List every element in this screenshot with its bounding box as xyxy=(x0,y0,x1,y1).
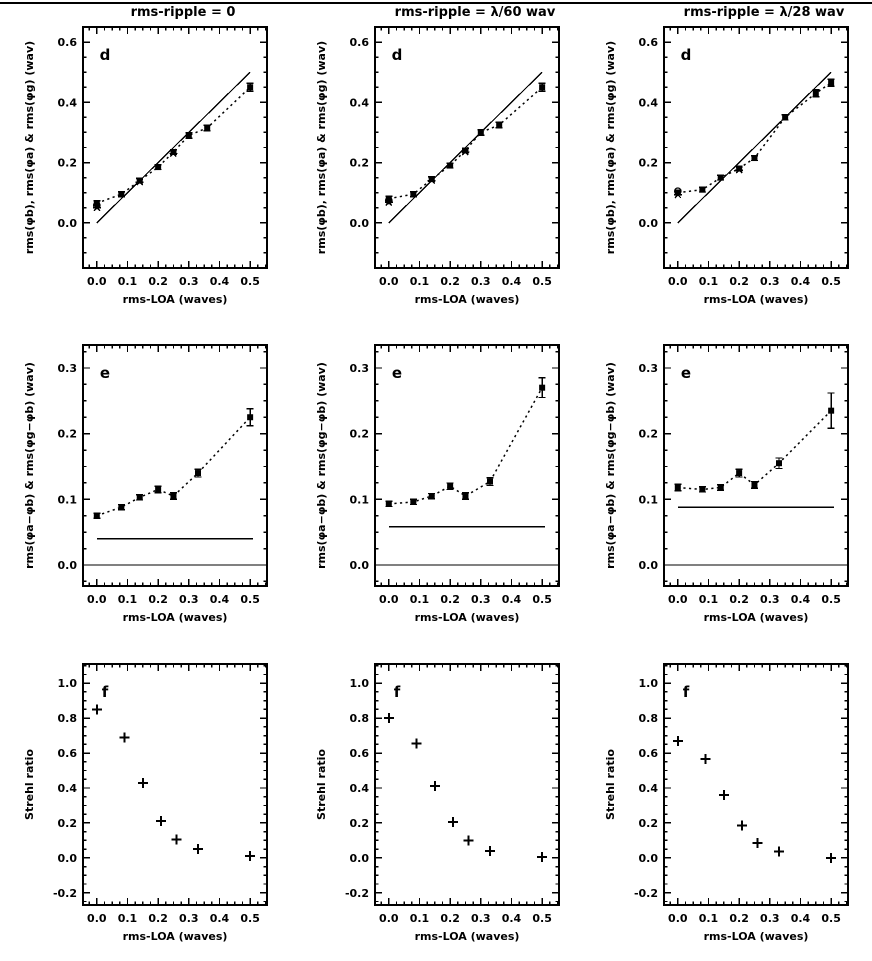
x-tick-label: 0.4 xyxy=(501,593,522,606)
y-tick-label: 0.6 xyxy=(349,747,369,761)
square-marker xyxy=(170,493,176,499)
square-marker xyxy=(776,460,782,466)
x-axis-label: rms-LOA (waves) xyxy=(414,930,520,943)
series-strehl xyxy=(92,704,255,861)
plus-marker xyxy=(673,736,683,746)
square-marker xyxy=(718,484,724,490)
y-tick-label: 0.4 xyxy=(349,781,369,795)
square-marker xyxy=(118,191,124,197)
y-tick-label: 0.2 xyxy=(349,427,369,441)
y-tick-label: 0.8 xyxy=(57,712,77,726)
plus-marker xyxy=(700,754,710,764)
y-axis-label: Strehl ratio xyxy=(23,749,36,820)
x-tick-label: 0.1 xyxy=(117,275,138,288)
x-tick-label: 0.2 xyxy=(729,275,749,288)
square-marker xyxy=(186,132,192,138)
plus-marker xyxy=(172,835,182,845)
square-marker xyxy=(539,84,545,90)
x-tick-label: 0.4 xyxy=(790,912,811,925)
x-tick-label: 0.5 xyxy=(821,912,841,925)
x-axis-label: rms-LOA (waves) xyxy=(122,293,228,306)
y-axis-label: rms(φb), rms(φa) & rms(φg) (wav) xyxy=(315,40,328,255)
square-marker xyxy=(751,155,757,161)
x-tick-label: 0.0 xyxy=(87,912,107,925)
y-tick-label: 0.2 xyxy=(638,156,658,170)
series-rms-phi-a xyxy=(674,79,834,196)
y-axis-label: rms(φb), rms(φa) & rms(φg) (wav) xyxy=(23,40,36,255)
x-axis-label: rms-LOA (waves) xyxy=(122,611,228,624)
square-marker xyxy=(410,191,416,197)
x-tick-label: 0.3 xyxy=(471,275,491,288)
x-tick-label: 0.2 xyxy=(440,275,460,288)
x-tick-label: 0.4 xyxy=(501,275,522,288)
x-axis-label: rms-LOA (waves) xyxy=(703,293,809,306)
x-tick-label: 0.5 xyxy=(821,593,841,606)
plus-marker xyxy=(826,853,836,863)
y-tick-label: 0.4 xyxy=(57,96,77,110)
y-tick-label: 0.0 xyxy=(57,558,77,572)
y-axis-label: rms(φa−φb) & rms(φg−φb) (wav) xyxy=(23,362,36,569)
x-axis-label: rms-LOA (waves) xyxy=(703,930,809,943)
plus-marker xyxy=(448,817,458,827)
y-axis-label: rms(φa−φb) & rms(φg−φb) (wav) xyxy=(315,362,328,569)
y-tick-label: 0.2 xyxy=(638,427,658,441)
y-tick-label: 0.2 xyxy=(638,816,658,830)
plus-marker xyxy=(411,738,421,748)
x-axis-label: rms-LOA (waves) xyxy=(122,930,228,943)
x-tick-label: 0.2 xyxy=(729,912,749,925)
y-tick-label: 0.2 xyxy=(57,427,77,441)
x-tick-label: 0.0 xyxy=(668,593,688,606)
y-tick-label: 0.3 xyxy=(57,361,77,375)
dotted-line xyxy=(389,388,542,504)
axes-box xyxy=(664,27,848,268)
panel-f-r2c0 xyxy=(23,664,267,943)
panel-d-r0c1 xyxy=(315,5,559,306)
axis-ticks xyxy=(83,27,267,268)
series-residual xyxy=(93,409,253,519)
plus-marker xyxy=(537,852,547,862)
x-tick-label: 0.4 xyxy=(209,275,230,288)
series-rms-phi-g xyxy=(385,149,470,205)
square-marker xyxy=(478,129,484,135)
x-tick-label: 0.3 xyxy=(179,275,199,288)
y-tick-label: 0.0 xyxy=(638,558,658,572)
y-tick-label: 0.0 xyxy=(638,216,658,230)
square-marker xyxy=(155,486,161,492)
dotted-line xyxy=(389,87,542,198)
x-tick-label: 0.5 xyxy=(532,912,552,925)
x-tick-label: 0.0 xyxy=(668,912,688,925)
plus-marker xyxy=(92,704,102,714)
x-tick-label: 0.3 xyxy=(471,912,491,925)
x-tick-label: 0.5 xyxy=(532,275,552,288)
square-marker xyxy=(447,163,453,169)
y-tick-label: -0.2 xyxy=(633,886,658,900)
square-marker xyxy=(813,90,819,96)
series-strehl xyxy=(384,713,547,862)
square-marker xyxy=(247,414,253,420)
y-tick-label: 0.2 xyxy=(57,816,77,830)
x-tick-label: 0.4 xyxy=(209,912,230,925)
square-marker xyxy=(155,164,161,170)
panel-letter: d xyxy=(680,46,692,64)
square-marker xyxy=(699,187,705,193)
axes-box xyxy=(83,345,267,586)
square-marker xyxy=(195,470,201,476)
x-tick-label: 0.0 xyxy=(668,275,688,288)
y-tick-label: 0.4 xyxy=(349,96,369,110)
square-marker xyxy=(118,504,124,510)
panel-e-r1c2 xyxy=(604,345,848,624)
dotted-line xyxy=(678,83,831,193)
square-marker xyxy=(782,114,788,120)
x-tick-label: 0.0 xyxy=(379,275,399,288)
x-tick-label: 0.4 xyxy=(790,593,811,606)
x-tick-label: 0.5 xyxy=(240,912,260,925)
x-tick-label: 0.0 xyxy=(87,593,107,606)
square-marker xyxy=(828,80,834,86)
y-tick-label: 0.6 xyxy=(57,36,77,50)
plus-marker xyxy=(384,713,394,723)
y-tick-label: 0.0 xyxy=(349,216,369,230)
square-marker xyxy=(751,482,757,488)
x-axis-label: rms-LOA (waves) xyxy=(414,293,520,306)
plus-marker xyxy=(719,790,729,800)
dotted-line xyxy=(97,87,250,203)
x-tick-label: 0.0 xyxy=(379,912,399,925)
y-tick-label: 0.6 xyxy=(349,36,369,50)
x-tick-label: 0.1 xyxy=(698,912,719,925)
axes-box xyxy=(375,664,559,905)
panel-letter: e xyxy=(391,364,403,382)
y-tick-label: 0.1 xyxy=(638,493,658,507)
plus-marker xyxy=(193,844,203,854)
series-residual xyxy=(385,378,545,507)
dotted-line xyxy=(678,411,831,490)
solid-line xyxy=(678,72,831,223)
panel-letter: d xyxy=(391,46,403,64)
x-tick-label: 0.1 xyxy=(117,593,138,606)
panel-d-r0c0 xyxy=(23,5,267,306)
x-tick-label: 0.5 xyxy=(532,593,552,606)
y-tick-label: -0.2 xyxy=(344,886,369,900)
square-marker xyxy=(828,408,834,414)
plus-marker xyxy=(245,851,255,861)
y-tick-label: 0.6 xyxy=(638,747,658,761)
plus-marker xyxy=(737,821,747,831)
axes-box xyxy=(83,27,267,268)
y-tick-label: 0.8 xyxy=(638,712,658,726)
series-rms-phi-g xyxy=(93,151,178,211)
y-tick-label: 0.0 xyxy=(57,216,77,230)
x-tick-label: 0.2 xyxy=(440,593,460,606)
x-tick-label: 0.3 xyxy=(760,912,780,925)
panel-f-r2c1 xyxy=(315,664,559,943)
square-marker xyxy=(675,484,681,490)
plus-marker xyxy=(464,835,474,845)
y-tick-label: -0.2 xyxy=(52,886,77,900)
x-tick-label: 0.4 xyxy=(790,275,811,288)
plus-marker xyxy=(753,838,763,848)
panel-letter: d xyxy=(99,46,111,64)
panel-d-r0c2 xyxy=(604,5,848,306)
panel-title: rms-ripple = 0 xyxy=(130,5,236,20)
plus-marker xyxy=(119,732,129,742)
x-tick-label: 0.0 xyxy=(379,593,399,606)
x-tick-label: 0.3 xyxy=(471,593,491,606)
square-marker xyxy=(137,494,143,500)
panel-letter: e xyxy=(680,364,692,382)
series-residual xyxy=(674,393,834,493)
x-tick-label: 0.1 xyxy=(409,912,430,925)
plus-marker xyxy=(156,816,166,826)
y-tick-label: 0.4 xyxy=(638,781,658,795)
y-tick-label: 0.4 xyxy=(638,96,658,110)
x-tick-label: 0.4 xyxy=(501,912,522,925)
axes-box xyxy=(83,664,267,905)
solid-line xyxy=(97,72,250,223)
y-tick-label: 0.2 xyxy=(349,816,369,830)
series-identity-line xyxy=(678,72,831,223)
square-marker xyxy=(496,122,502,128)
axis-ticks xyxy=(664,664,848,905)
plus-marker xyxy=(430,781,440,791)
x-tick-label: 0.1 xyxy=(409,593,430,606)
x-tick-label: 0.1 xyxy=(698,275,719,288)
square-marker xyxy=(736,470,742,476)
x-tick-label: 0.4 xyxy=(209,593,230,606)
series-rms-phi-a xyxy=(385,83,545,201)
panel-title: rms-ripple = λ/60 wav xyxy=(394,5,556,20)
plus-marker xyxy=(774,847,784,857)
y-tick-label: 0.1 xyxy=(57,493,77,507)
panel-f-r2c2 xyxy=(604,664,848,943)
dotted-line xyxy=(97,417,250,516)
panel-e-r1c1 xyxy=(315,345,559,624)
axis-ticks xyxy=(664,27,848,268)
series-rms-phi-a xyxy=(93,83,253,206)
y-tick-label: 1.0 xyxy=(638,677,658,691)
y-tick-label: 0.0 xyxy=(349,851,369,865)
x-tick-label: 0.3 xyxy=(760,593,780,606)
panel-letter: f xyxy=(682,683,690,701)
x-axis-label: rms-LOA (waves) xyxy=(703,611,809,624)
series-identity-line xyxy=(97,72,250,223)
y-tick-label: 0.0 xyxy=(638,851,658,865)
x-tick-label: 0.1 xyxy=(409,275,430,288)
square-marker xyxy=(94,513,100,519)
y-tick-label: 0.8 xyxy=(349,712,369,726)
y-tick-label: 0.6 xyxy=(638,36,658,50)
y-tick-label: 0.2 xyxy=(349,156,369,170)
x-tick-label: 0.2 xyxy=(148,275,168,288)
x-tick-label: 0.3 xyxy=(179,912,199,925)
square-marker xyxy=(429,493,435,499)
y-tick-label: 0.4 xyxy=(57,781,77,795)
axis-ticks xyxy=(375,345,559,586)
square-marker xyxy=(462,493,468,499)
y-tick-label: 0.2 xyxy=(57,156,77,170)
square-marker xyxy=(204,125,210,131)
x-tick-label: 0.2 xyxy=(148,593,168,606)
panel-letter: f xyxy=(393,683,401,701)
series-strehl xyxy=(673,736,836,863)
square-marker xyxy=(447,483,453,489)
y-axis-label: Strehl ratio xyxy=(604,749,617,820)
panel-letter: f xyxy=(101,683,109,701)
y-tick-label: 0.0 xyxy=(57,851,77,865)
axes-box xyxy=(375,345,559,586)
x-tick-label: 0.1 xyxy=(698,593,719,606)
plus-marker xyxy=(138,778,148,788)
square-marker xyxy=(487,479,493,485)
square-marker xyxy=(539,385,545,391)
panel-letter: e xyxy=(99,364,111,382)
x-tick-label: 0.1 xyxy=(117,912,138,925)
y-tick-label: 0.3 xyxy=(349,361,369,375)
axes-box xyxy=(664,345,848,586)
x-tick-label: 0.0 xyxy=(87,275,107,288)
square-marker xyxy=(699,486,705,492)
y-axis-label: Strehl ratio xyxy=(315,749,328,820)
y-tick-label: 1.0 xyxy=(57,677,77,691)
panel-title: rms-ripple = λ/28 wav xyxy=(683,5,845,20)
x-tick-label: 0.5 xyxy=(821,275,841,288)
top-rule xyxy=(0,2,872,4)
panel-e-r1c0 xyxy=(23,345,267,624)
axes-box xyxy=(664,664,848,905)
square-marker xyxy=(386,501,392,507)
y-axis-label: rms(φb), rms(φa) & rms(φg) (wav) xyxy=(604,40,617,255)
x-tick-label: 0.2 xyxy=(148,912,168,925)
axis-ticks xyxy=(664,345,848,586)
x-tick-label: 0.2 xyxy=(440,912,460,925)
axis-ticks xyxy=(83,345,267,586)
x-tick-label: 0.5 xyxy=(240,275,260,288)
y-tick-label: 0.0 xyxy=(349,558,369,572)
y-tick-label: 0.6 xyxy=(57,747,77,761)
axis-ticks xyxy=(83,664,267,905)
axis-ticks xyxy=(375,664,559,905)
square-marker xyxy=(718,175,724,181)
y-tick-label: 0.3 xyxy=(638,361,658,375)
y-axis-label: rms(φa−φb) & rms(φg−φb) (wav) xyxy=(604,362,617,569)
x-tick-label: 0.3 xyxy=(760,275,780,288)
square-marker xyxy=(247,84,253,90)
x-tick-label: 0.3 xyxy=(179,593,199,606)
y-tick-label: 1.0 xyxy=(349,677,369,691)
x-tick-label: 0.2 xyxy=(729,593,749,606)
x-axis-label: rms-LOA (waves) xyxy=(414,611,520,624)
square-marker xyxy=(410,499,416,505)
plus-marker xyxy=(485,846,495,856)
y-tick-label: 0.1 xyxy=(349,493,369,507)
x-tick-label: 0.5 xyxy=(240,593,260,606)
